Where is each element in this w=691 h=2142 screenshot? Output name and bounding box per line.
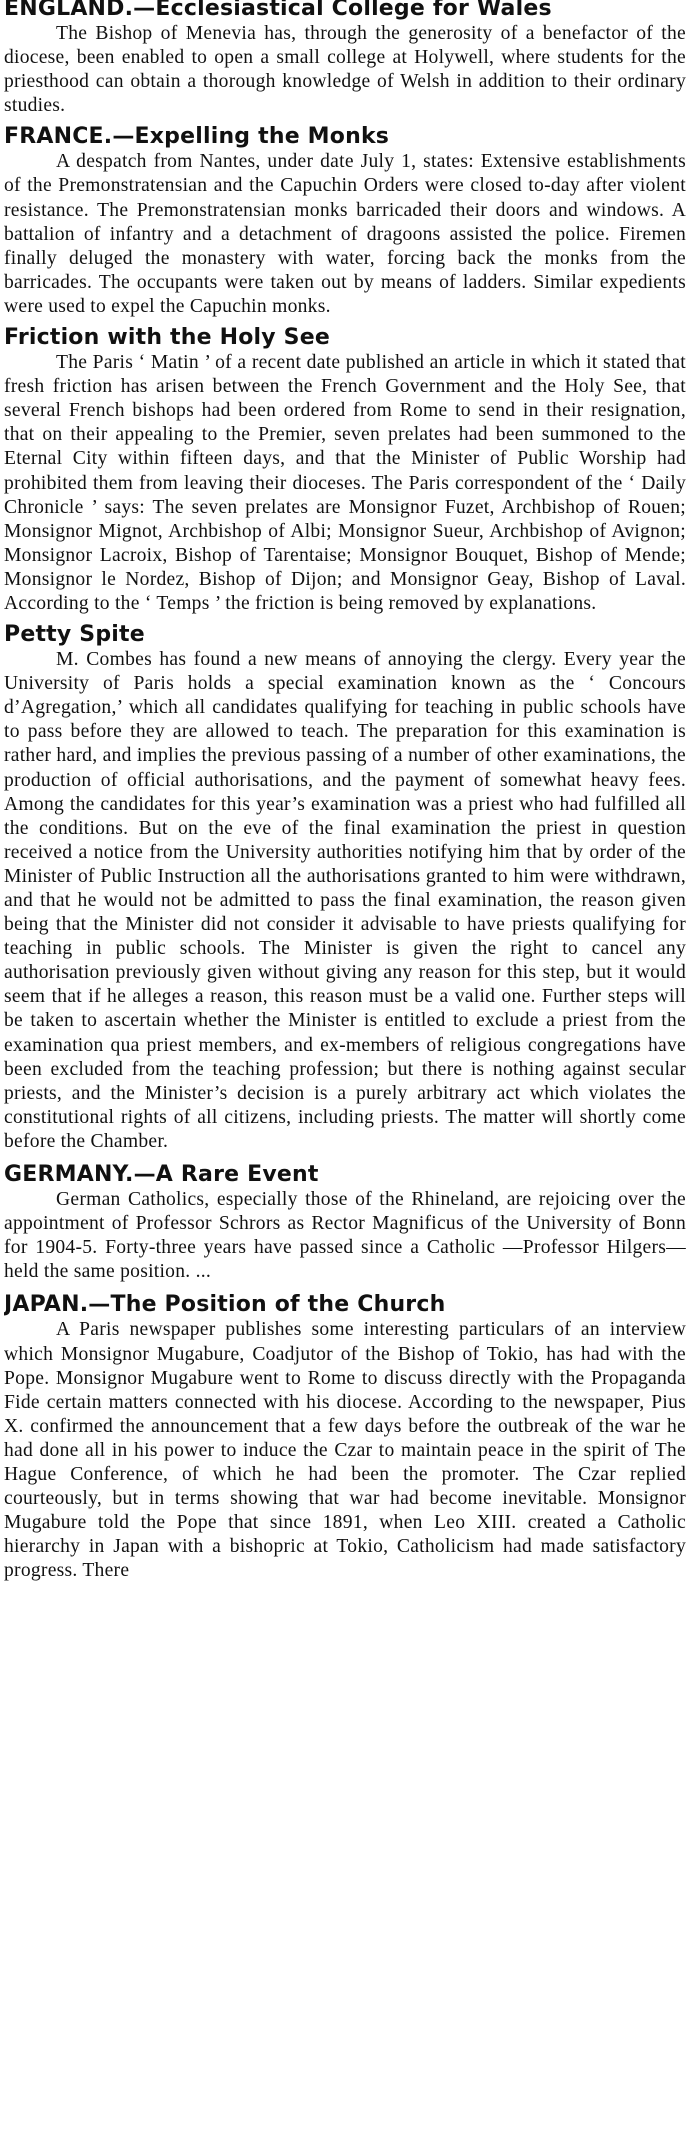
article-body: The Bishop of Menevia has, through the generosity of a benefactor of the diocese, been enabled to open a small college at Holywell, where students for the priesthood can obtain a thorough knowledge of Welsh in addition to their ordinary studies.	[4, 23, 686, 117]
article-germany-rare-event	[4, 1162, 686, 1284]
article-body: A despatch from Nantes, under date July 1, states: Extensive establishments of the Premonstratensian and the Capuchin Orders were closed to-day after violent resistance. The Premonstratensian monks barricaded their doors and windows. A battalion of infantry and a detachment of dragoons assisted the police. Firemen finally deluged the monastery with water, forcing back the monks from the barricades. The occupants were taken out by means of ladders. Similar expedients were used to expel the Capuchin monks.	[4, 151, 686, 317]
article-heading: ENGLAND.—Ecclesiastical College for Wales	[4, 0, 552, 21]
article-heading: Petty Spite	[4, 622, 145, 648]
news-column	[4, 0, 686, 2142]
article-heading: Friction with the Holy See	[4, 325, 330, 351]
article-heading: JAPAN.—The Position of the Church	[4, 1292, 446, 1318]
article-japan-church	[4, 1292, 686, 1583]
article-body: The Paris ‘ Matin ’ of a recent date published an article in which it stated that fresh friction has arisen between the French Government and the Holy See, that several French bishops had been ordered from Rome to send in their resignation, that on their appealing to the Premier, seven prelates had been summoned to the Eternal City within fifteen days, and that the Minister of Public Worship had prohibited them from leaving their dioceses. The Paris correspondent of the ‘ Daily Chronicle ’ says: The seven prelates are Monsignor Fuzet, Archbishop of Rouen; Monsignor Mignot, Archbishop of Albi; Monsignor Sueur, Archbishop of Avignon; Monsignor Lacroix, Bishop of Tarentaise; Monsignor Bouquet, Bishop of Mende; Monsignor le Nordez, Bishop of Dijon; and Monsignor Geay, Bishop of Laval. According to the ‘ Temps ’ the friction is being removed by explanations.	[4, 352, 686, 614]
article-body: German Catholics, especially those of the Rhineland, are rejoicing over the appointment of Professor Schrors as Rector Magnificus of the University of Bonn for 1904-5. Forty-three years have passed since a Catholic —Professor Hilgers—held the same position. ...	[4, 1189, 686, 1283]
article-body: M. Combes has found a new means of annoying the clergy. Every year the University of Paris holds a special examination known as the ‘ Concours d’Agregation,’ which all candidates qualifying for teaching in public schools have to pass before they are allowed to teach. The preparation for this examination is rather hard, and implies the previous passing of a number of other examinations, the production of official authorisations, and the payment of somewhat heavy fees. Among the candidates for this year’s examination was a priest who had fulfilled all the conditions. But on the eve of the final examination the priest in question received a notice from the University authorities notifying him that by order of the Minister of Public Instruction all the authorisations granted to him were withdrawn, and that he would not be admitted to pass the final examination, the reason given being that the Minister did not consider it advisable to have priests qualifying for teaching in public schools. The Minister is given the right to cancel any authorisation previously given without giving any reason for this step, but it would seem that if he alleges a reason, this reason must be a valid one. Further steps will be taken to ascertain whether the Minister is entitled to exclude a priest from the examination qua priest members, and ex-members of religious congregations have been excluded from the teaching profession; but there is nothing against secular priests, and the Minister’s decision is a purely arbitrary act which violates the constitutional rights of all citizens, including priests. The matter will shortly come before the Chamber.	[4, 649, 686, 1152]
article-body: A Paris newspaper publishes some interesting particulars of an interview which Monsignor Mugabure, Coadjutor of the Bishop of Tokio, has had with the Pope. Monsignor Mugabure went to Rome to discuss directly with the Propaganda Fide certain matters connected with his diocese. According to the newspaper, Pius X. confirmed the announcement that a few days before the outbreak of the war he had done all in his power to induce the Czar to maintain peace in the spirit of The Hague Conference, of which he had been the promoter. The Czar replied courteously, but in terms showing that war had become inevitable. Monsignor Mugabure told the Pope that since 1891, when Leo XIII. created a Catholic hierarchy in Japan with a bishopric at Tokio, Catholicism had made satisfactory progress. There	[4, 1319, 686, 1582]
article-france-monks	[4, 124, 686, 319]
article-heading: FRANCE.—Expelling the Monks	[4, 124, 390, 150]
article-england-wales	[4, 0, 686, 118]
article-friction-holy-see	[4, 325, 686, 616]
article-petty-spite	[4, 622, 686, 1154]
article-heading: GERMANY.—A Rare Event	[4, 1162, 319, 1188]
